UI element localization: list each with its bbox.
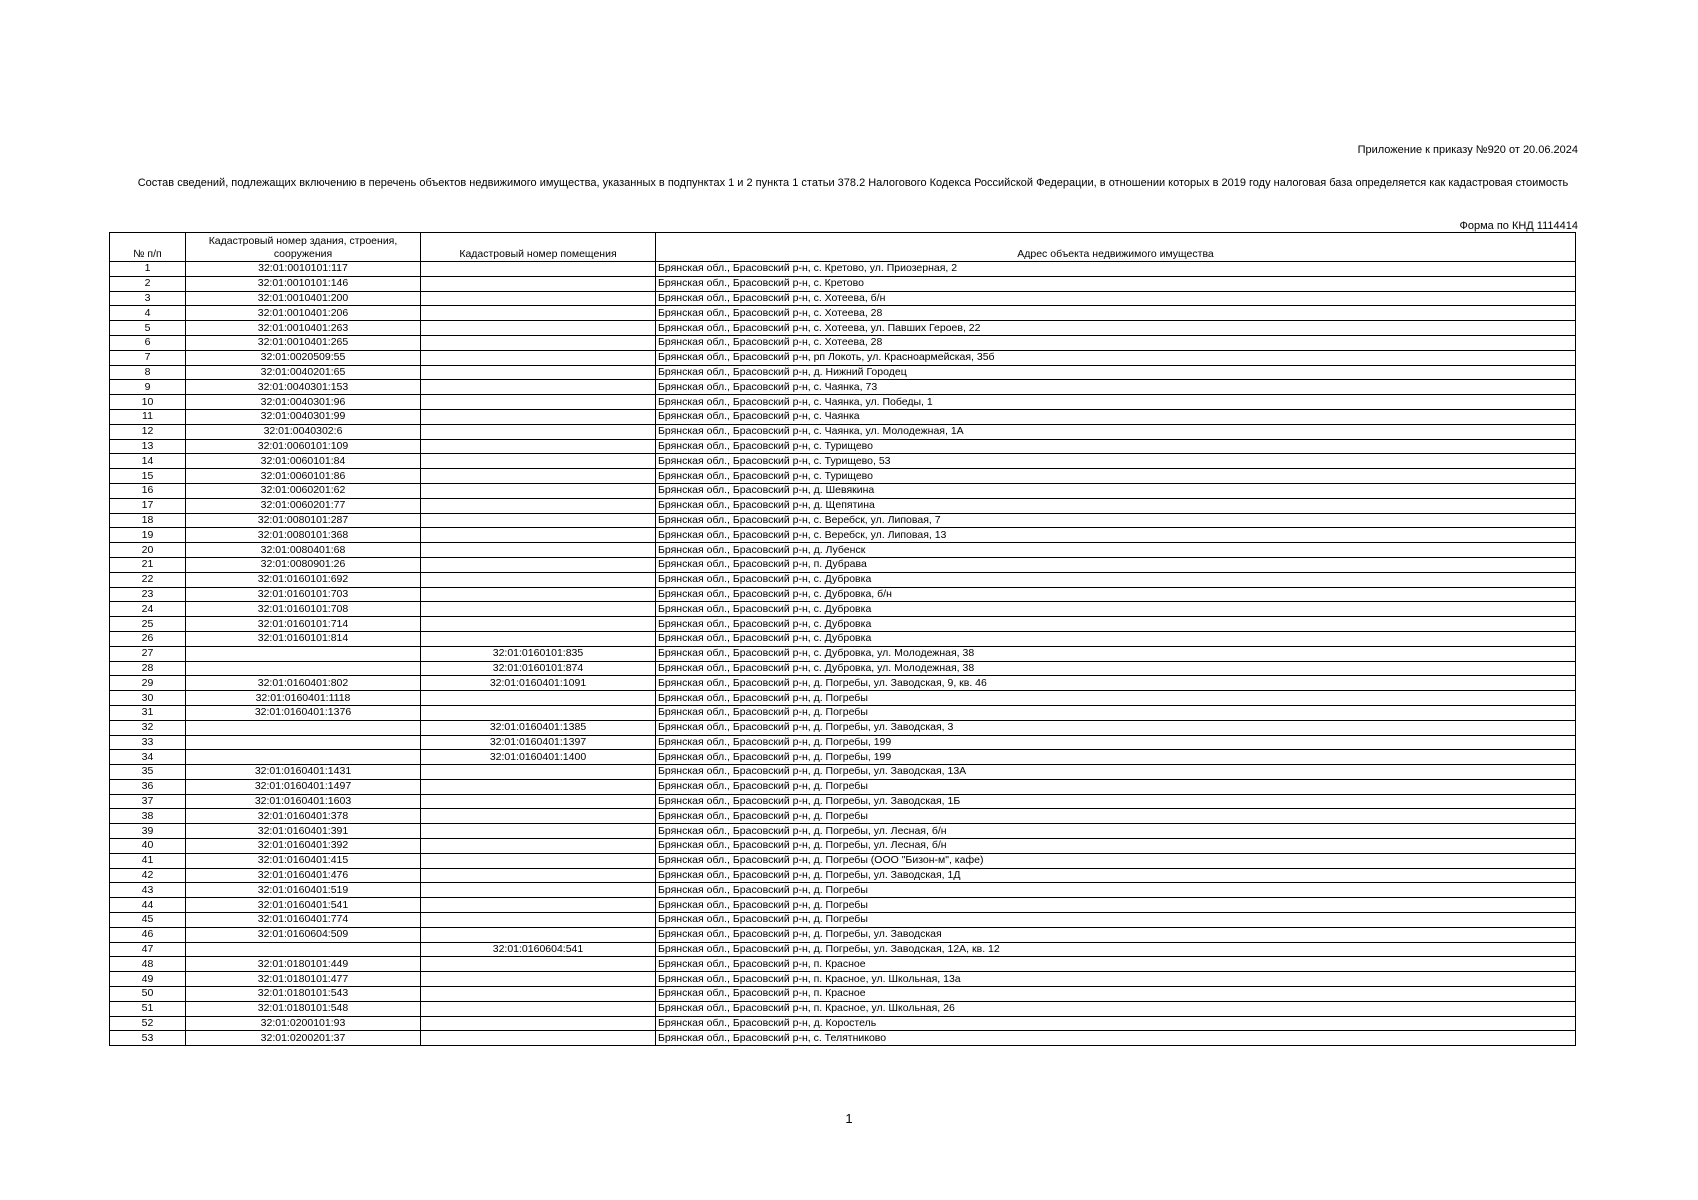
room-cadastral-number xyxy=(421,853,656,868)
table-row xyxy=(110,750,1576,765)
building-cadastral-number: 32:01:0080101:368 xyxy=(186,528,421,543)
room-cadastral-number xyxy=(421,543,656,558)
building-cadastral-number: 32:01:0160401:802 xyxy=(186,676,421,691)
property-address: Брянская обл., Брасовский р-н, с. Дубровка xyxy=(656,602,1576,617)
property-address: Брянская обл., Брасовский р-н, д. Погребы, ул. Заводская, 13А xyxy=(656,765,1576,780)
building-cadastral-number: 32:01:0160401:541 xyxy=(186,898,421,913)
building-cadastral-number xyxy=(186,942,421,957)
building-cadastral-number: 32:01:0060101:84 xyxy=(186,454,421,469)
table-row xyxy=(110,513,1576,528)
page-number: 1 xyxy=(845,1111,853,1126)
row-number: 15 xyxy=(110,469,186,484)
property-address: Брянская обл., Брасовский р-н, п. Красное, ул. Школьная, 13а xyxy=(656,972,1576,987)
row-number: 9 xyxy=(110,380,186,395)
property-address: Брянская обл., Брасовский р-н, с. Веребск, ул. Липовая, 13 xyxy=(656,528,1576,543)
property-address: Брянская обл., Брасовский р-н, д. Лубенск xyxy=(656,543,1576,558)
room-cadastral-number xyxy=(421,557,656,572)
property-address: Брянская обл., Брасовский р-н, с. Хотеева, ул. Павших Героев, 22 xyxy=(656,321,1576,336)
building-cadastral-number: 32:01:0180101:449 xyxy=(186,957,421,972)
row-number: 12 xyxy=(110,424,186,439)
row-number: 37 xyxy=(110,794,186,809)
building-cadastral-number: 32:01:0080101:287 xyxy=(186,513,421,528)
room-cadastral-number xyxy=(421,483,656,498)
row-number: 6 xyxy=(110,335,186,350)
table-row xyxy=(110,498,1576,513)
building-cadastral-number xyxy=(186,735,421,750)
building-cadastral-number: 32:01:0010401:263 xyxy=(186,321,421,336)
building-cadastral-number: 32:01:0160401:415 xyxy=(186,853,421,868)
table-row xyxy=(110,987,1576,1002)
room-cadastral-number: 32:01:0160401:1385 xyxy=(421,720,656,735)
row-number: 43 xyxy=(110,883,186,898)
property-address: Брянская обл., Брасовский р-н, с. Чаянка, 73 xyxy=(656,380,1576,395)
row-number: 34 xyxy=(110,750,186,765)
row-number: 49 xyxy=(110,972,186,987)
building-cadastral-number: 32:01:0060101:109 xyxy=(186,439,421,454)
row-number: 17 xyxy=(110,498,186,513)
row-number: 48 xyxy=(110,957,186,972)
room-cadastral-number xyxy=(421,705,656,720)
room-cadastral-number xyxy=(421,424,656,439)
property-address: Брянская обл., Брасовский р-н, д. Погребы, ул. Заводская, 3 xyxy=(656,720,1576,735)
table-row xyxy=(110,676,1576,691)
row-number: 29 xyxy=(110,676,186,691)
building-cadastral-number: 32:01:0160401:1497 xyxy=(186,779,421,794)
property-address: Брянская обл., Брасовский р-н, с. Кретово xyxy=(656,276,1576,291)
form-code: Форма по КНД 1114414 xyxy=(1459,220,1578,232)
row-number: 3 xyxy=(110,291,186,306)
table-row xyxy=(110,321,1576,336)
row-number: 41 xyxy=(110,853,186,868)
room-cadastral-number xyxy=(421,513,656,528)
table-row xyxy=(110,631,1576,646)
room-cadastral-number: 32:01:0160401:1400 xyxy=(421,750,656,765)
column-header-number: № п/п xyxy=(110,233,186,262)
building-cadastral-number: 32:01:0160401:378 xyxy=(186,809,421,824)
table-row xyxy=(110,957,1576,972)
room-cadastral-number xyxy=(421,350,656,365)
row-number: 5 xyxy=(110,321,186,336)
table-row xyxy=(110,557,1576,572)
room-cadastral-number xyxy=(421,528,656,543)
row-number: 26 xyxy=(110,631,186,646)
table-row xyxy=(110,528,1576,543)
room-cadastral-number xyxy=(421,587,656,602)
table-row xyxy=(110,794,1576,809)
room-cadastral-number xyxy=(421,839,656,854)
table-body xyxy=(110,262,1576,1046)
table-row xyxy=(110,927,1576,942)
property-address: Брянская обл., Брасовский р-н, с. Турищево xyxy=(656,439,1576,454)
row-number: 1 xyxy=(110,262,186,277)
property-address: Брянская обл., Брасовский р-н, д. Щепятина xyxy=(656,498,1576,513)
row-number: 16 xyxy=(110,483,186,498)
room-cadastral-number xyxy=(421,409,656,424)
row-number: 28 xyxy=(110,661,186,676)
property-address: Брянская обл., Брасовский р-н, с. Дубровка, ул. Молодежная, 38 xyxy=(656,661,1576,676)
building-cadastral-number xyxy=(186,646,421,661)
property-address: Брянская обл., Брасовский р-н, д. Погребы, ул. Заводская, 1Д xyxy=(656,868,1576,883)
property-address: Брянская обл., Брасовский р-н, д. Погребы xyxy=(656,779,1576,794)
property-address: Брянская обл., Брасовский р-н, с. Дубровка, б/н xyxy=(656,587,1576,602)
table-row xyxy=(110,587,1576,602)
property-address: Брянская обл., Брасовский р-н, д. Погребы, 199 xyxy=(656,735,1576,750)
row-number: 18 xyxy=(110,513,186,528)
room-cadastral-number xyxy=(421,439,656,454)
property-address: Брянская обл., Брасовский р-н, д. Погребы, ул. Заводская, 1Б xyxy=(656,794,1576,809)
row-number: 24 xyxy=(110,602,186,617)
property-address: Брянская обл., Брасовский р-н, с. Хотеева, 28 xyxy=(656,306,1576,321)
room-cadastral-number xyxy=(421,276,656,291)
room-cadastral-number xyxy=(421,306,656,321)
building-cadastral-number xyxy=(186,720,421,735)
row-number: 11 xyxy=(110,409,186,424)
row-number: 51 xyxy=(110,1001,186,1016)
room-cadastral-number xyxy=(421,987,656,1002)
row-number: 40 xyxy=(110,839,186,854)
row-number: 46 xyxy=(110,927,186,942)
table-row xyxy=(110,691,1576,706)
property-registry-table xyxy=(109,232,1576,1046)
table-row xyxy=(110,335,1576,350)
room-cadastral-number xyxy=(421,498,656,513)
room-cadastral-number xyxy=(421,380,656,395)
building-cadastral-number: 32:01:0160401:391 xyxy=(186,824,421,839)
property-address: Брянская обл., Брасовский р-н, д. Погребы, 199 xyxy=(656,750,1576,765)
table-row xyxy=(110,424,1576,439)
column-header-room-cadastral: Кадастровый номер помещения xyxy=(421,233,656,262)
property-address: Брянская обл., Брасовский р-н, с. Турищево, 53 xyxy=(656,454,1576,469)
document-title: Состав сведений, подлежащих включению в перечень объектов недвижимого имущества, указанных в подпунктах 1 и 2 пункта 1 статьи 378.2 Налогового Кодекса Российской Федерации, в отношении которых в 2019 году налоговая база определяется как кадастровая стоимость xyxy=(137,177,1569,189)
row-number: 32 xyxy=(110,720,186,735)
room-cadastral-number xyxy=(421,454,656,469)
building-cadastral-number: 32:01:0160101:692 xyxy=(186,572,421,587)
table-row xyxy=(110,720,1576,735)
property-address: Брянская обл., Брасовский р-н, п. Красное, ул. Школьная, 26 xyxy=(656,1001,1576,1016)
room-cadastral-number xyxy=(421,469,656,484)
row-number: 2 xyxy=(110,276,186,291)
row-number: 39 xyxy=(110,824,186,839)
property-address: Брянская обл., Брасовский р-н, п. Красное xyxy=(656,987,1576,1002)
room-cadastral-number xyxy=(421,691,656,706)
row-number: 45 xyxy=(110,913,186,928)
table-row xyxy=(110,543,1576,558)
property-address: Брянская обл., Брасовский р-н, с. Кретово, ул. Приозерная, 2 xyxy=(656,262,1576,277)
table-row xyxy=(110,306,1576,321)
table-row xyxy=(110,439,1576,454)
row-number: 14 xyxy=(110,454,186,469)
row-number: 8 xyxy=(110,365,186,380)
table-row xyxy=(110,409,1576,424)
room-cadastral-number xyxy=(421,868,656,883)
table-row xyxy=(110,454,1576,469)
row-number: 38 xyxy=(110,809,186,824)
table-row xyxy=(110,853,1576,868)
row-number: 22 xyxy=(110,572,186,587)
room-cadastral-number xyxy=(421,335,656,350)
property-address: Брянская обл., Брасовский р-н, д. Коростель xyxy=(656,1016,1576,1031)
building-cadastral-number: 32:01:0160401:476 xyxy=(186,868,421,883)
room-cadastral-number xyxy=(421,1031,656,1046)
property-address: Брянская обл., Брасовский р-н, д. Погребы, ул. Заводская xyxy=(656,927,1576,942)
table-row xyxy=(110,661,1576,676)
row-number: 4 xyxy=(110,306,186,321)
building-cadastral-number: 32:01:0160401:392 xyxy=(186,839,421,854)
property-address: Брянская обл., Брасовский р-н, п. Красное xyxy=(656,957,1576,972)
property-address: Брянская обл., Брасовский р-н, д. Погребы xyxy=(656,705,1576,720)
room-cadastral-number xyxy=(421,602,656,617)
table-row xyxy=(110,262,1576,277)
property-address: Брянская обл., Брасовский р-н, д. Шевякина xyxy=(656,483,1576,498)
row-number: 42 xyxy=(110,868,186,883)
building-cadastral-number: 32:01:0080901:26 xyxy=(186,557,421,572)
room-cadastral-number: 32:01:0160101:835 xyxy=(421,646,656,661)
building-cadastral-number: 32:01:0040301:153 xyxy=(186,380,421,395)
room-cadastral-number xyxy=(421,883,656,898)
table-row xyxy=(110,824,1576,839)
property-address: Брянская обл., Брасовский р-н, д. Погребы, ул. Заводская, 9, кв. 46 xyxy=(656,676,1576,691)
building-cadastral-number: 32:01:0010101:146 xyxy=(186,276,421,291)
property-address: Брянская обл., Брасовский р-н, с. Чаянка, ул. Молодежная, 1А xyxy=(656,424,1576,439)
room-cadastral-number: 32:01:0160401:1091 xyxy=(421,676,656,691)
table-row xyxy=(110,1031,1576,1046)
building-cadastral-number: 32:01:0160401:1603 xyxy=(186,794,421,809)
table-row xyxy=(110,883,1576,898)
property-address: Брянская обл., Брасовский р-н, д. Погребы (ООО "Бизон-м", кафе) xyxy=(656,853,1576,868)
property-address: Брянская обл., Брасовский р-н, с. Телятниково xyxy=(656,1031,1576,1046)
room-cadastral-number xyxy=(421,572,656,587)
table-row xyxy=(110,350,1576,365)
table-header xyxy=(110,233,1576,262)
property-address: Брянская обл., Брасовский р-н, д. Погребы xyxy=(656,913,1576,928)
room-cadastral-number xyxy=(421,1016,656,1031)
table-row xyxy=(110,617,1576,632)
building-cadastral-number: 32:01:0020509:55 xyxy=(186,350,421,365)
building-cadastral-number: 32:01:0060201:77 xyxy=(186,498,421,513)
room-cadastral-number xyxy=(421,913,656,928)
building-cadastral-number: 32:01:0040201:65 xyxy=(186,365,421,380)
building-cadastral-number: 32:01:0180101:548 xyxy=(186,1001,421,1016)
property-address: Брянская обл., Брасовский р-н, с. Хотеева, б/н xyxy=(656,291,1576,306)
table-row xyxy=(110,809,1576,824)
table-row xyxy=(110,276,1576,291)
room-cadastral-number xyxy=(421,765,656,780)
room-cadastral-number xyxy=(421,321,656,336)
table-row xyxy=(110,705,1576,720)
building-cadastral-number: 32:01:0040302:6 xyxy=(186,424,421,439)
property-address: Брянская обл., Брасовский р-н, с. Веребск, ул. Липовая, 7 xyxy=(656,513,1576,528)
property-address: Брянская обл., Брасовский р-н, рп Локоть, ул. Красноармейская, 35б xyxy=(656,350,1576,365)
table-row xyxy=(110,868,1576,883)
building-cadastral-number: 32:01:0160101:703 xyxy=(186,587,421,602)
building-cadastral-number: 32:01:0160401:1431 xyxy=(186,765,421,780)
row-number: 36 xyxy=(110,779,186,794)
property-address: Брянская обл., Брасовский р-н, с. Турищево xyxy=(656,469,1576,484)
building-cadastral-number: 32:01:0060201:62 xyxy=(186,483,421,498)
property-address: Брянская обл., Брасовский р-н, д. Погребы, ул. Лесная, б/н xyxy=(656,824,1576,839)
property-address: Брянская обл., Брасовский р-н, д. Погребы xyxy=(656,883,1576,898)
property-address: Брянская обл., Брасовский р-н, п. Дубрава xyxy=(656,557,1576,572)
property-address: Брянская обл., Брасовский р-н, с. Дубровка xyxy=(656,572,1576,587)
table-row xyxy=(110,395,1576,410)
appendix-reference: Приложение к приказу №920 от 20.06.2024 xyxy=(1357,144,1578,156)
room-cadastral-number xyxy=(421,898,656,913)
row-number: 20 xyxy=(110,543,186,558)
row-number: 13 xyxy=(110,439,186,454)
building-cadastral-number: 32:01:0200201:37 xyxy=(186,1031,421,1046)
building-cadastral-number: 32:01:0010101:117 xyxy=(186,262,421,277)
property-address: Брянская обл., Брасовский р-н, д. Погребы xyxy=(656,809,1576,824)
building-cadastral-number: 32:01:0040301:99 xyxy=(186,409,421,424)
room-cadastral-number xyxy=(421,617,656,632)
building-cadastral-number: 32:01:0160604:509 xyxy=(186,927,421,942)
table-row xyxy=(110,572,1576,587)
row-number: 52 xyxy=(110,1016,186,1031)
table-row xyxy=(110,646,1576,661)
column-header-building-cadastral: Кадастровый номер здания, строения, сооружения xyxy=(186,233,421,262)
room-cadastral-number xyxy=(421,291,656,306)
table-row xyxy=(110,483,1576,498)
table-row xyxy=(110,365,1576,380)
room-cadastral-number xyxy=(421,809,656,824)
table-row xyxy=(110,942,1576,957)
room-cadastral-number: 32:01:0160604:541 xyxy=(421,942,656,957)
row-number: 31 xyxy=(110,705,186,720)
building-cadastral-number: 32:01:0160401:1376 xyxy=(186,705,421,720)
row-number: 21 xyxy=(110,557,186,572)
table-row xyxy=(110,469,1576,484)
building-cadastral-number: 32:01:0010401:200 xyxy=(186,291,421,306)
building-cadastral-number: 32:01:0180101:543 xyxy=(186,987,421,1002)
property-address: Брянская обл., Брасовский р-н, д. Нижний Городец xyxy=(656,365,1576,380)
property-address: Брянская обл., Брасовский р-н, с. Чаянка xyxy=(656,409,1576,424)
room-cadastral-number xyxy=(421,794,656,809)
room-cadastral-number xyxy=(421,824,656,839)
room-cadastral-number xyxy=(421,972,656,987)
room-cadastral-number xyxy=(421,395,656,410)
property-address: Брянская обл., Брасовский р-н, с. Дубровка, ул. Молодежная, 38 xyxy=(656,646,1576,661)
table-row xyxy=(110,779,1576,794)
room-cadastral-number xyxy=(421,779,656,794)
table-row xyxy=(110,1001,1576,1016)
row-number: 10 xyxy=(110,395,186,410)
room-cadastral-number xyxy=(421,631,656,646)
room-cadastral-number: 32:01:0160401:1397 xyxy=(421,735,656,750)
building-cadastral-number: 32:01:0010401:206 xyxy=(186,306,421,321)
building-cadastral-number: 32:01:0160101:814 xyxy=(186,631,421,646)
row-number: 35 xyxy=(110,765,186,780)
row-number: 50 xyxy=(110,987,186,1002)
table-row xyxy=(110,898,1576,913)
row-number: 25 xyxy=(110,617,186,632)
property-address: Брянская обл., Брасовский р-н, д. Погребы xyxy=(656,898,1576,913)
row-number: 19 xyxy=(110,528,186,543)
property-address: Брянская обл., Брасовский р-н, с. Дубровка xyxy=(656,631,1576,646)
row-number: 23 xyxy=(110,587,186,602)
building-cadastral-number xyxy=(186,661,421,676)
building-cadastral-number: 32:01:0180101:477 xyxy=(186,972,421,987)
table-row xyxy=(110,765,1576,780)
row-number: 53 xyxy=(110,1031,186,1046)
property-address: Брянская обл., Брасовский р-н, д. Погребы xyxy=(656,691,1576,706)
building-cadastral-number: 32:01:0080401:68 xyxy=(186,543,421,558)
row-number: 47 xyxy=(110,942,186,957)
row-number: 27 xyxy=(110,646,186,661)
table-row xyxy=(110,972,1576,987)
building-cadastral-number: 32:01:0160401:519 xyxy=(186,883,421,898)
property-address: Брянская обл., Брасовский р-н, д. Погребы, ул. Лесная, б/н xyxy=(656,839,1576,854)
table-row xyxy=(110,380,1576,395)
property-address: Брянская обл., Брасовский р-н, с. Чаянка, ул. Победы, 1 xyxy=(656,395,1576,410)
building-cadastral-number: 32:01:0010401:265 xyxy=(186,335,421,350)
building-cadastral-number: 32:01:0160101:714 xyxy=(186,617,421,632)
room-cadastral-number xyxy=(421,262,656,277)
room-cadastral-number: 32:01:0160101:874 xyxy=(421,661,656,676)
table-row xyxy=(110,1016,1576,1031)
building-cadastral-number: 32:01:0060101:86 xyxy=(186,469,421,484)
row-number: 7 xyxy=(110,350,186,365)
building-cadastral-number: 32:01:0160401:774 xyxy=(186,913,421,928)
table-row xyxy=(110,291,1576,306)
building-cadastral-number xyxy=(186,750,421,765)
row-number: 44 xyxy=(110,898,186,913)
room-cadastral-number xyxy=(421,957,656,972)
room-cadastral-number xyxy=(421,1001,656,1016)
property-address: Брянская обл., Брасовский р-н, с. Хотеева, 28 xyxy=(656,335,1576,350)
building-cadastral-number: 32:01:0200101:93 xyxy=(186,1016,421,1031)
building-cadastral-number: 32:01:0160401:1118 xyxy=(186,691,421,706)
table-row xyxy=(110,913,1576,928)
room-cadastral-number xyxy=(421,365,656,380)
property-address: Брянская обл., Брасовский р-н, с. Дубровка xyxy=(656,617,1576,632)
property-address: Брянская обл., Брасовский р-н, д. Погребы, ул. Заводская, 12А, кв. 12 xyxy=(656,942,1576,957)
table-row xyxy=(110,735,1576,750)
room-cadastral-number xyxy=(421,927,656,942)
row-number: 33 xyxy=(110,735,186,750)
table-row xyxy=(110,839,1576,854)
building-cadastral-number: 32:01:0040301:96 xyxy=(186,395,421,410)
building-cadastral-number: 32:01:0160101:708 xyxy=(186,602,421,617)
column-header-address: Адрес объекта недвижимого имущества xyxy=(656,233,1576,262)
row-number: 30 xyxy=(110,691,186,706)
table-row xyxy=(110,602,1576,617)
